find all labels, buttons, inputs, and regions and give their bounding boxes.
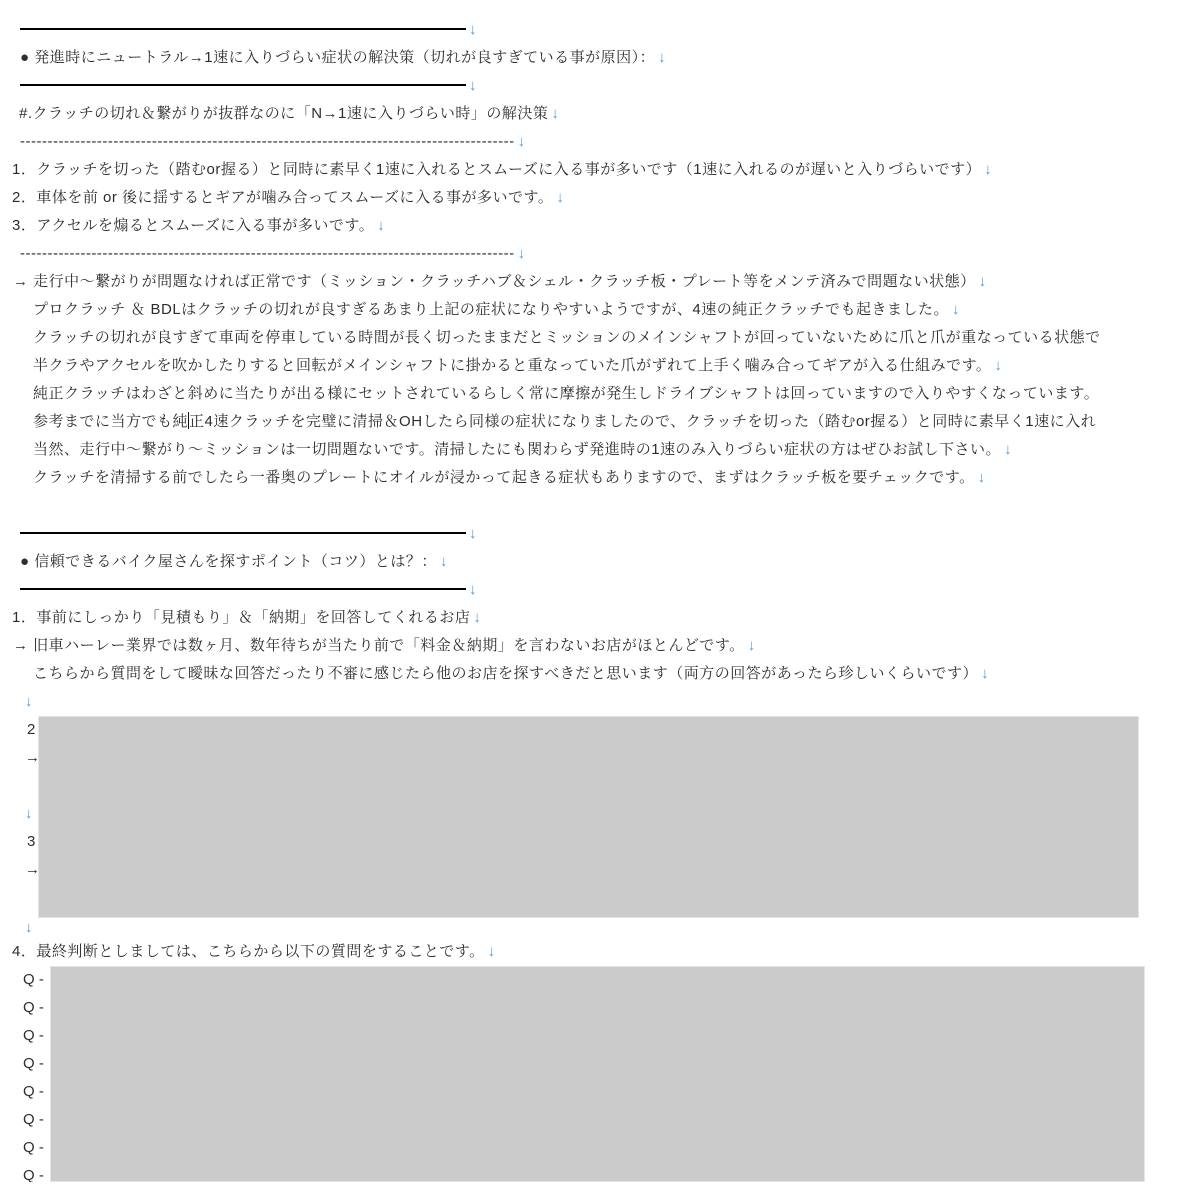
line-break-arrow-icon: ↓ xyxy=(377,217,385,234)
line-break-arrow-icon: ↓ xyxy=(951,301,960,318)
line-break-arrow-icon: ↓ xyxy=(25,693,33,710)
redacted-line-label: 3 xyxy=(27,833,36,850)
redacted-line-label: 2 xyxy=(27,721,36,738)
line-break-arrow-icon: ↓ xyxy=(469,77,477,94)
section-divider xyxy=(20,72,1200,100)
line-break-arrow-icon: ↓ xyxy=(469,525,477,542)
body-line xyxy=(33,436,1200,464)
divider-rule xyxy=(20,84,466,86)
line-text xyxy=(33,413,1096,430)
arrow-line xyxy=(25,918,1200,938)
dashed-divider xyxy=(20,240,1200,268)
line-text: プロクラッチ ＆ BDLはクラッチの切れが良すぎるあまり上記の症状になりやすいようですが、4速の純正クラッチでも起きました。 xyxy=(33,301,949,318)
line-text: クラッチを清掃する前でしたら一番奥のプレートにオイルが浸かって起きる症状もありますので、まずはクラッチ板を要チェックです。 xyxy=(33,469,975,486)
section-heading xyxy=(20,548,1200,576)
document-content xyxy=(12,16,1200,1182)
note-line xyxy=(13,268,1200,296)
note-line xyxy=(13,632,1200,660)
line-break-arrow-icon: ↓ xyxy=(469,581,477,598)
divider-rule xyxy=(20,588,466,590)
divider-rule xyxy=(20,532,466,534)
redacted-line-label: Q - xyxy=(23,1111,44,1128)
section-divider xyxy=(20,16,1200,44)
redacted-line-label: ↓ xyxy=(25,805,33,822)
numbered-item xyxy=(12,604,1200,632)
line-text: ● 発進時にニュートラル→1速に入りづらい症状の解決策（切れが良すぎている事が原因）： xyxy=(20,49,656,66)
line-text: こちらから質問をして曖昧な回答だったり不審に感じたら他のお店を探すべきだと思います（両方の回答があったら珍しいくらいです） xyxy=(33,665,979,682)
line-break-arrow-icon: ↓ xyxy=(439,553,448,570)
numbered-item xyxy=(12,938,1200,966)
line-text: 3．アクセルを煽るとスムーズに入る事が多いです。 xyxy=(12,217,375,234)
redaction-overlay xyxy=(50,966,1145,1182)
line-break-arrow-icon: ↓ xyxy=(747,637,756,654)
line-text: 半クラやアクセルを吹かしたりすると回転がメインシャフトに掛かると重なっていた爪がずれて上手く噛み合ってギアが入る仕組みです。 xyxy=(33,357,992,374)
line-text: 1．事前にしっかり「見積もり」＆「納期」を回答してくれるお店 xyxy=(12,609,471,626)
line-text: 2．車体を前 or 後に揺するとギアが噛み合ってスムーズに入る事が多いです。 xyxy=(12,189,554,206)
line-break-arrow-icon: ↓ xyxy=(517,133,526,150)
line-break-arrow-icon: ↓ xyxy=(469,21,477,38)
blank-line xyxy=(20,492,1200,520)
line-break-arrow-icon: ↓ xyxy=(556,189,564,206)
line-break-arrow-icon: ↓ xyxy=(1004,441,1012,458)
line-text: 純正クラッチはわざと斜めに当たりが出る様にセットされているらしく常に摩擦が発生しドライブシャフトは回っていますので入りやすくなっています。 xyxy=(33,385,1100,402)
body-line xyxy=(33,660,1200,688)
divider-rule xyxy=(20,28,466,30)
line-text: → 旧車ハーレー業界では数ヶ月、数年待ちが当たり前で「料金＆納期」を言わないお店がほとんどです。 xyxy=(13,637,745,654)
line-break-arrow-icon: ↓ xyxy=(658,49,666,66)
dashed-rule-text: ------------------------------------------------------------------------------------------ xyxy=(20,245,515,262)
redacted-line-label: Q - xyxy=(23,971,44,988)
line-text-after-caret: 正4速クラッチを完璧に清掃＆OHしたら同様の症状になりましたので、クラッチを切った（踏むor握る）と同時に素早く1速に入れ xyxy=(189,413,1097,430)
line-text: 4．最終判断としましては、こちらから以下の質問をすることです。 xyxy=(12,943,485,960)
line-break-arrow-icon: ↓ xyxy=(977,469,986,486)
body-line xyxy=(33,296,1200,324)
line-text-before-caret: 参考までに当方でも純 xyxy=(33,413,189,430)
redacted-line-label: Q - xyxy=(23,1027,44,1044)
line-text: 当然、走行中～繋がり～ミッションは一切問題ないです。清掃したにも関わらず発進時の1速のみ入りづらい症状の方はぜひお試し下さい。 xyxy=(33,441,1002,458)
arrow-line xyxy=(25,688,1200,716)
line-text: クラッチの切れが良すぎて車両を停車している時間が長く切ったままだとミッションのメインシャフトが回っていないために爪と爪が重なっている状態で xyxy=(33,329,1101,346)
line-break-arrow-icon: ↓ xyxy=(978,273,987,290)
line-break-arrow-icon: ↓ xyxy=(473,609,481,626)
redacted-line-label: → xyxy=(25,861,40,878)
numbered-item xyxy=(12,184,1200,212)
section-divider xyxy=(20,576,1200,604)
line-text: #.クラッチの切れ＆繋がりが抜群なのに「N→1速に入りづらい時」の解決策 xyxy=(19,105,549,122)
subsection-heading xyxy=(19,100,1200,128)
body-line xyxy=(33,352,1200,380)
redacted-line-label: → xyxy=(25,749,40,766)
redacted-line-label: Q - xyxy=(23,1083,44,1100)
body-line xyxy=(33,408,1200,436)
redacted-block-2 xyxy=(20,966,1200,1182)
line-break-arrow-icon: ↓ xyxy=(25,919,33,936)
line-break-arrow-icon: ↓ xyxy=(551,105,559,122)
line-break-arrow-icon: ↓ xyxy=(517,245,526,262)
section-heading xyxy=(20,44,1200,72)
redacted-line-label: Q - xyxy=(23,1139,44,1156)
body-line xyxy=(33,324,1200,352)
line-break-arrow-icon: ↓ xyxy=(487,943,496,960)
numbered-item xyxy=(12,156,1200,184)
dashed-rule-text: ------------------------------------------------------------------------------------------ xyxy=(20,133,515,150)
redacted-block-1 xyxy=(20,716,1200,918)
body-line xyxy=(33,380,1200,408)
redacted-line-label: Q - xyxy=(23,1055,44,1072)
line-text: ● 信頼できるバイク屋さんを探すポイント（コツ）とは？： xyxy=(20,553,437,570)
numbered-item xyxy=(12,212,1200,240)
redaction-overlay xyxy=(38,716,1139,918)
section-divider xyxy=(20,520,1200,548)
redacted-line-label: Q - xyxy=(23,1167,44,1182)
body-line xyxy=(33,464,1200,492)
line-break-arrow-icon: ↓ xyxy=(984,161,992,178)
line-text: 1．クラッチを切った（踏むor握る）と同時に素早く1速に入れるとスムーズに入る事が多いです（1速に入れるのが遅いと入りづらいです） xyxy=(12,161,982,178)
line-break-arrow-icon: ↓ xyxy=(994,357,1002,374)
line-break-arrow-icon: ↓ xyxy=(981,665,989,682)
redacted-line-label: Q - xyxy=(23,999,44,1016)
line-text: → 走行中～繋がりが問題なければ正常です（ミッション・クラッチハブ＆シェル・クラッチ板・プレート等をメンテ済みで問題ない状態） xyxy=(13,273,976,290)
dashed-divider xyxy=(20,128,1200,156)
